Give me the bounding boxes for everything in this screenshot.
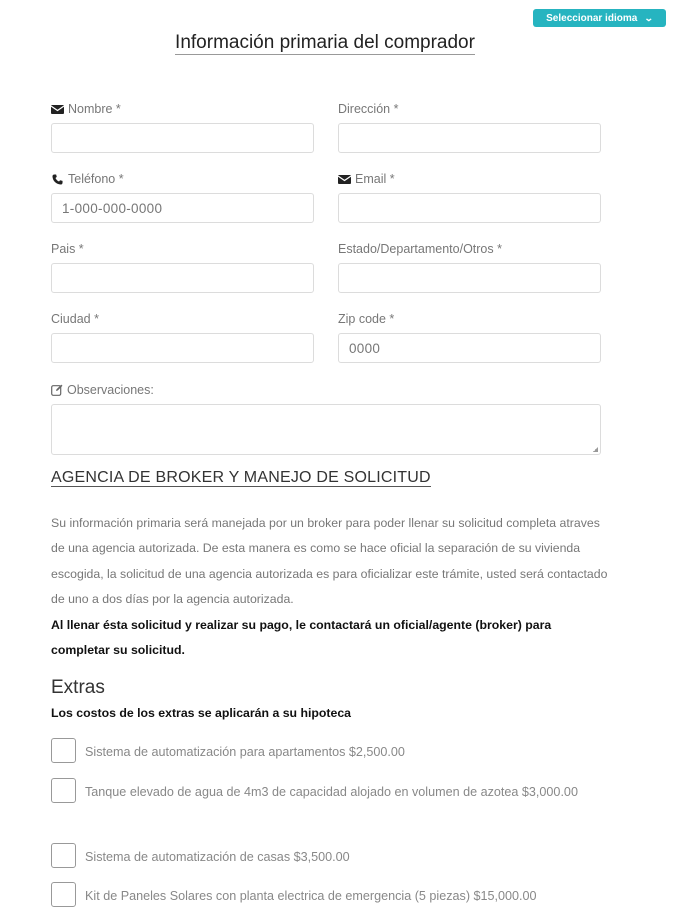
ciudad-label: Ciudad * (51, 312, 99, 326)
telefono-field-group (51, 171, 314, 223)
phone-icon (51, 174, 64, 185)
estado-input[interactable] (338, 263, 601, 293)
chevron-down-icon: ⌄ (644, 12, 654, 23)
ciudad-input[interactable] (51, 333, 314, 363)
extra-item[interactable] (51, 884, 611, 909)
extras-title: Extras (51, 677, 105, 698)
edit-icon (51, 384, 63, 396)
estado-label: Estado/Departamento/Otros * (338, 242, 502, 256)
broker-paragraph: Su información primaria será manejada por un broker para poder llenar su solicitud completa atraves de una agencia autorizada. De esta manera es como se hace oficial la separación de su vivienda escogida, la solicitud de una agencia autorizada es para oficializar este trámite, usted será contactado de uno a dos días por la agencia autorizada. (51, 516, 608, 607)
extra-label: Kit de Paneles Solares con planta electrica de emergencia (5 piezas) $15,000.00 (85, 889, 537, 903)
telefono-label: Teléfono * (68, 172, 124, 186)
extra-item[interactable] (51, 845, 611, 870)
ciudad-field-group (51, 311, 314, 363)
email-input[interactable] (338, 193, 601, 223)
extra-label: Sistema de automatización para apartamentos $2,500.00 (85, 745, 405, 759)
email-label: Email * (355, 172, 395, 186)
envelope-icon (51, 104, 64, 115)
nombre-field-group (51, 101, 314, 153)
observaciones-field-group (51, 382, 601, 455)
nombre-input[interactable] (51, 123, 314, 153)
extra-item[interactable] (51, 780, 611, 805)
extra-checkbox[interactable] (51, 738, 76, 763)
select-language-label: Seleccionar idioma (546, 12, 638, 24)
envelope-icon (338, 174, 351, 185)
extra-checkbox[interactable] (51, 843, 76, 868)
pais-input[interactable] (51, 263, 314, 293)
telefono-input[interactable]: 1-000-000-0000 (51, 193, 314, 223)
broker-section-text (51, 511, 611, 663)
zip-label: Zip code * (338, 312, 395, 326)
observaciones-label: Observaciones: (67, 383, 154, 397)
extras-subtitle: Los costos de los extras se aplicarán a su hipoteca (51, 706, 352, 720)
estado-field-group (338, 241, 601, 293)
pais-field-group (51, 241, 314, 293)
extra-checkbox[interactable] (51, 778, 76, 803)
extra-label: Tanque elevado de agua de 4m3 de capacidad alojado en volumen de azotea $3,000.00 (85, 785, 578, 799)
broker-bold-note: Al llenar ésta solicitud y realizar su pago, le contactará un oficial/agente (broker) para completar su solicitud. (51, 617, 552, 658)
direccion-field-group (338, 101, 601, 153)
zip-field-group (338, 311, 601, 363)
extra-item[interactable] (51, 740, 611, 765)
extra-checkbox[interactable] (51, 882, 76, 907)
zip-input[interactable]: 0000 (338, 333, 601, 363)
pais-label: Pais * (51, 242, 84, 256)
nombre-label: Nombre * (68, 102, 121, 116)
resize-handle[interactable] (593, 447, 598, 452)
extra-label: Sistema de automatización de casas $3,500.00 (85, 850, 350, 864)
broker-section-title: AGENCIA DE BROKER Y MANEJO DE SOLICITUD (51, 469, 431, 486)
email-field-group (338, 171, 601, 223)
direccion-input[interactable] (338, 123, 601, 153)
page-title: Información primaria del comprador (175, 32, 475, 53)
select-language-button[interactable] (533, 9, 666, 27)
direccion-label: Dirección * (338, 102, 399, 116)
observaciones-textarea[interactable] (51, 404, 601, 455)
